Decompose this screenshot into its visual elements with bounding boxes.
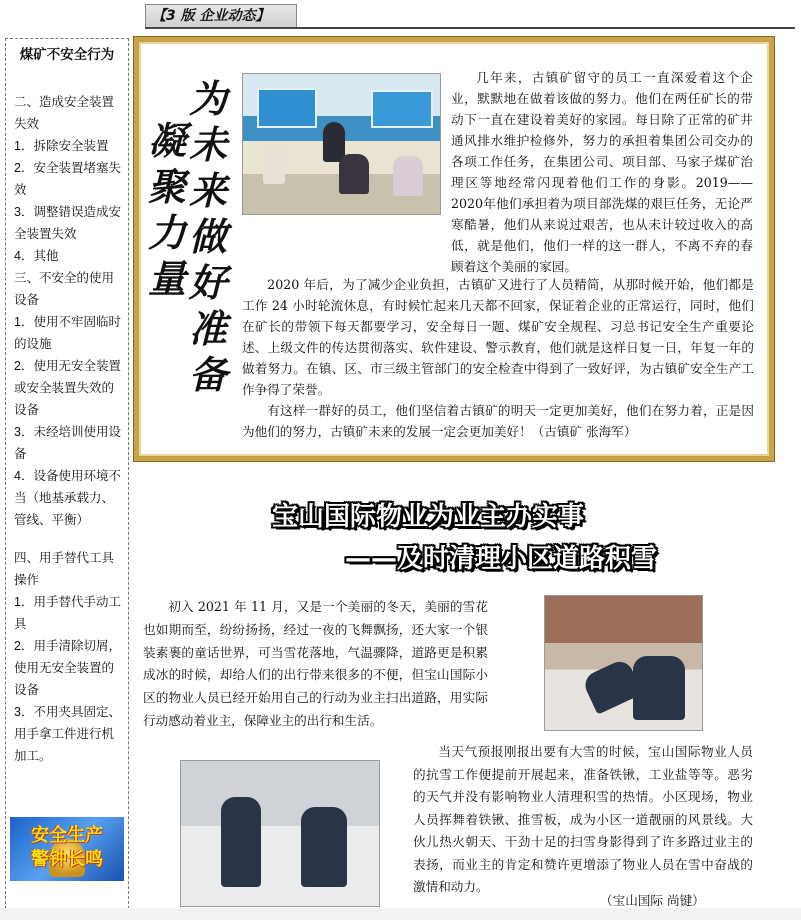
banner-line-1: 安全生产 — [31, 825, 103, 846]
photo-worker — [221, 797, 261, 887]
photo-poster — [257, 88, 317, 128]
list-item: 1．拆除安全装置 — [14, 139, 109, 153]
list-item: 4．其他 — [14, 249, 59, 263]
article-paragraph-1: 几年来，古镇矿留守的员工一直深爱着这个企业，默默地在做着该做的努力。他们在两任矿长的带动下一直在建设着美好的家园。每日除了正常的矿井通风排水维护检修外，努力的承担着集团公司交办的各项工作任务，在集团公司、项目部、马家子煤矿治理区等地经常闪现着他们工作的身影。2019——2020年他们承担着为项目部洗煤的艰巨任务，无论严寒酷暑，他们从来说过艰苦，也从未计较过收入的高低，就是他们，他们一样的这一群人，不离不弃的春顾着这个美丽的家园。 — [451, 70, 753, 274]
photo-worker — [633, 656, 685, 720]
list-item: 3．不用夹具固定、用手拿工件进行机加工。 — [14, 705, 121, 763]
meeting-photo — [242, 73, 441, 215]
snow-clearing-photo-2 — [180, 760, 380, 907]
article-gold-frame — [134, 37, 774, 461]
list-item: 3．调整错误造成安全装置失效 — [14, 205, 121, 241]
article-paragraph-3: 有这样一群好的员工，他们坚信着古镇矿的明天一定更加美好，他们在努力着，正是因为他们的努力，古镇矿未来的发展一定会更加美好！（古镇矿 张海军） — [242, 403, 754, 439]
list-item: 二、造成安全装置失效 — [14, 95, 115, 131]
photo-worker — [301, 807, 347, 887]
list-spacer — [14, 531, 122, 547]
sidebar-safety-rules — [5, 38, 129, 914]
article2-subtitle: ——及时清理小区道路积雪 — [345, 544, 658, 574]
list-item: 三、不安全的使用设备 — [14, 271, 115, 307]
list-item: 4．设备使用环境不当（地基承载力、管线、平衡） — [14, 469, 121, 527]
photo-person — [339, 154, 369, 194]
section-label: 【3 版 企业动态】 — [145, 4, 297, 28]
list-item: 2．使用无安全装置或安全装置失效的设备 — [14, 359, 121, 417]
sidebar-list — [6, 91, 128, 767]
photo-poster — [371, 90, 433, 128]
article-title-column-right: 为未来做好准备 — [188, 76, 227, 397]
article2-paragraph-2: 当天气预报刚报出要有大雪的时候，宝山国际物业人员的抗雪工作便提前开展起来，准备铁锹，工业盐等等。恶劣的天气并没有影响物业人清理积雪的热情。小区现场，物业人员挥舞着铁锹、推雪板，成为小区一道靓丽的风景线。大伙儿热火朝天、干劲十足的扫雪身影得到了许多路过业主的表扬，而业主的肯定和赞许更增添了物业人员在雪中奋战的激情和动力。 — [413, 744, 753, 894]
list-item: 3．未经培训使用设备 — [14, 425, 121, 461]
header-rule — [145, 27, 795, 29]
list-item: 2．安全装置堵塞失效 — [14, 161, 121, 197]
article-paragraph-2: 2020 年后，为了减少企业负担，古镇矿又进行了人员精简，从那时候开始，他们都是工作 24 小时轮流休息，有时候忙起来几天都不回家，保证着企业的正常运行，同时，他们在矿长的带领下每天都要学习，安全每日一题、煤矿安全规程、习总书记安全生产重要论述、上级文件的传达贯彻落实、软件建设、警示教育，他们就是这样日复一日，年复一年的做着努力。在镇、区、市三级主管部门的安全检查中得到了一致好评，为古镇矿安全生产工作争得了荣誉。 — [242, 277, 754, 397]
article2-title: 宝山国际物业为业主办实事 — [272, 502, 585, 532]
list-item: 1．用手替代手动工具 — [14, 595, 121, 631]
list-item: 1．使用不牢固临时的设施 — [14, 315, 121, 351]
list-item: 四、用手替代工具操作 — [14, 551, 115, 587]
article2-paragraph-1: 初入 2021 年 11 月，又是一个美丽的冬天，美丽的雪花也如期而至，纷纷扬扬，经过一夜的飞舞飘扬，还大家一个银装素裹的童话世界，可当雪花落地，气温骤降，道路更是积累成冰的时候，却给人们的出行带来很多的不便，但宝山国际小区的物业人员已经开始用自己的行动为业主扫出道路，用实际行动感动着业主，保障业主的出行和生活。 — [143, 599, 488, 728]
sidebar-title: 煤矿不安全行为 — [19, 47, 115, 62]
banner-line-2: 警钟长鸣 — [31, 849, 103, 870]
photo-person — [393, 156, 423, 196]
safety-banner — [10, 817, 124, 881]
article2-byline: （宝山国际 尚键） — [600, 893, 705, 908]
photo-person — [263, 144, 285, 184]
article-title-column-left: 凝聚力量 — [147, 118, 186, 301]
snow-clearing-photo-1 — [544, 595, 703, 731]
list-item: 2．用手清除切屑，使用无安全装置的设备 — [14, 639, 121, 697]
footer-bar — [0, 908, 801, 920]
